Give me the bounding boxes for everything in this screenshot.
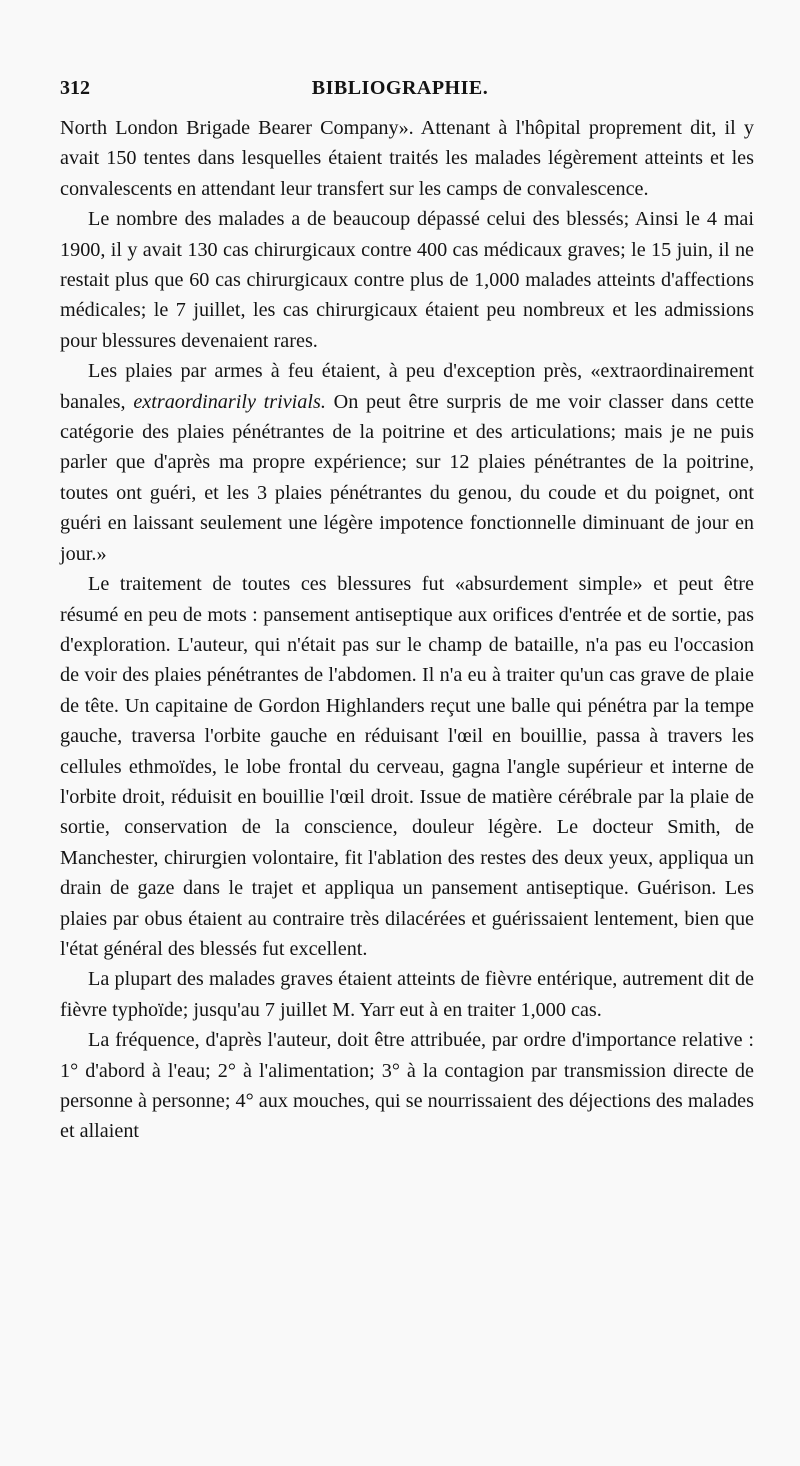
- paragraph: La plupart des malades graves étaient atteints de fièvre entérique, autrement dit de fièvre typhoïde; jusqu'au 7 juillet M. Yarr eut à en traiter 1,000 cas.: [60, 968, 754, 1021]
- page-header: [60, 76, 740, 100]
- page-number: 312: [60, 77, 90, 99]
- italic-quote: extraordinarily trivials.: [133, 390, 326, 413]
- body-text: [60, 113, 754, 1147]
- running-title: BIBLIOGRAPHIE.: [311, 77, 489, 99]
- paragraph-text-before: Les plaies par armes à feu étaient, à peu d'exception près, «extraordinairement banales,: [60, 360, 754, 413]
- paragraph: La fréquence, d'après l'auteur, doit être attribuée, par ordre d'importance relative : 1° d'abord à l'eau; 2° à l'alimentation; 3° à la contagion par transmission directe de personne à personne; 4° aux mouches, qui se nourrissaient des déjections des malades et allaient: [60, 1029, 754, 1143]
- paragraph-text-after: On peut être surpris de me voir classer dans cette catégorie des plaies pénétrantes de la poitrine et des articulations; mais je ne puis parler que d'après ma propre expérience; sur 12 plaies pénétrantes de la poitrine, toutes ont guéri, et les 3 plaies pénétrantes du genou, du coude et du poignet, ont guéri en laissant seulement une légère impotence fonctionnelle diminuant de jour en jour.»: [60, 390, 754, 565]
- paragraph: Le traitement de toutes ces blessures fut «absurdement simple» et peut être résumé en peu de mots : pansement antiseptique aux orifices d'entrée et de sortie, pas d'exploration. L'auteur, qui n'était pas sur le champ de bataille, n'a pas eu l'occasion de voir des plaies pénétrantes de l'abdomen. Il n'a eu à traiter qu'un cas grave de plaie de tête. Un capitaine de Gordon Highlanders reçut une balle qui pénétra par la tempe gauche, traversa l'orbite gauche en réduisant l'œil en bouillie, passa à travers les cellules ethmoïdes, le lobe frontal du cerveau, gagna l'angle supérieur et interne de l'orbite droit, réduisit en bouillie l'œil droit. Issue de matière cérébrale par la plaie de sortie, conservation de la conscience, douleur légère. Le docteur Smith, de Manchester, chirurgien volontaire, fit l'ablation des restes des deux yeux, appliqua un drain de gaze dans le trajet et appliqua un pansement antiseptique. Guérison. Les plaies par obus étaient au contraire très dilacérées et guérissaient lentement, bien que l'état général des blessés fut excellent.: [60, 573, 754, 960]
- paragraph-with-italic: [60, 356, 754, 569]
- paragraph: Le nombre des malades a de beaucoup dépassé celui des blessés; Ainsi le 4 mai 1900, il y avait 130 cas chirurgicaux contre 400 cas médicaux graves; le 15 juin, il ne restait plus que 60 cas chirurgicaux contre plus de 1,000 malades atteints d'affections médicales; le 7 juillet, les cas chirurgicaux étaient peu nombreux et les admissions pour blessures devenaient rares.: [60, 208, 754, 352]
- paragraph-continuation: North London Brigade Bearer Company». Attenant à l'hôpital proprement dit, il y avait 150 tentes dans lesquelles étaient traités les malades légèrement atteints et les convalescents en attendant leur transfert sur les camps de convalescence.: [60, 117, 754, 200]
